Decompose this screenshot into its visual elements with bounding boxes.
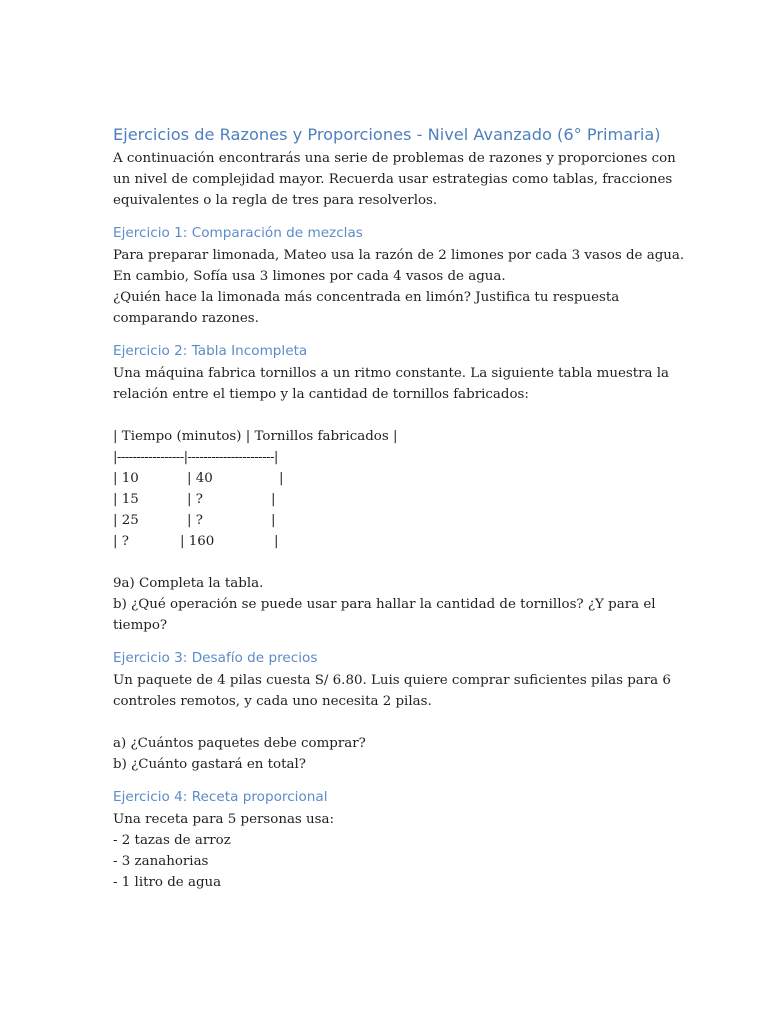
exercise-1	[113, 223, 685, 329]
table-cell-end: |	[279, 471, 284, 486]
exercise-4-heading: Ejercicio 4: Receta proporcional	[113, 789, 328, 805]
exercise-1-line: ¿Quién hace la limonada más concentrada en limón? Justifica tu respuesta	[113, 290, 620, 305]
exercise-2-question: b) ¿Qué operación se puede usar para hallar la cantidad de tornillos? ¿Y para el	[113, 597, 656, 612]
exercise-2-heading: Ejercicio 2: Tabla Incompleta	[113, 343, 308, 359]
intro-line-2: un nivel de complejidad mayor. Recuerda usar estrategias como tablas, fracciones	[113, 172, 673, 187]
table-cell-end: |	[271, 513, 276, 528]
table-row	[113, 510, 658, 531]
table-cell-screws: | 160	[180, 534, 215, 549]
exercise-2-line: relación entre el tiempo y la cantidad de tornillos fabricados:	[113, 387, 529, 402]
exercise-3-line: controles remotos, y cada uno necesita 2 pilas.	[113, 694, 432, 709]
exercise-3-question: a) ¿Cuántos paquetes debe comprar?	[113, 736, 366, 751]
exercise-2-question: 9a) Completa la tabla.	[113, 576, 264, 591]
exercise-4-line: - 1 litro de agua	[113, 875, 222, 890]
exercise-2	[113, 341, 670, 636]
table-row	[113, 489, 658, 510]
table-row	[113, 531, 658, 552]
exercise-1-line: En cambio, Sofía usa 3 limones por cada 4 vasos de agua.	[113, 269, 506, 284]
exercise-2-line: Una máquina fabrica tornillos a un ritmo constante. La siguiente tabla muestra la	[113, 366, 670, 381]
table-cell-screws: | 40	[187, 471, 213, 486]
exercise-4-line: - 3 zanahorias	[113, 854, 209, 869]
exercise-1-line: Para preparar limonada, Mateo usa la razón de 2 limones por cada 3 vasos de agua.	[113, 248, 685, 263]
exercise-3-question: b) ¿Cuánto gastará en total?	[113, 757, 306, 772]
exercise-4-line: Una receta para 5 personas usa:	[113, 812, 335, 827]
table-row	[113, 468, 658, 489]
table-separator-line: |-----------------|----------------------|	[113, 450, 278, 465]
exercise-1-line: comparando razones.	[113, 311, 259, 326]
exercise-2-question: tiempo?	[113, 618, 168, 633]
intro-line-1: A continuación encontrarás una serie de problemas de razones y proporciones con	[113, 151, 676, 166]
exercise-3	[113, 648, 671, 775]
table-cell-time: | 10	[113, 471, 139, 486]
exercise-1-heading: Ejercicio 1: Comparación de mezclas	[113, 225, 363, 241]
table-header-line: | Tiempo (minutos) | Tornillos fabricados |	[113, 429, 398, 444]
table-cell-screws: | ?	[187, 513, 203, 528]
intro-line-3: equivalentes o la regla de tres para resolverlos.	[113, 193, 438, 208]
table-cell-time: | ?	[113, 534, 129, 549]
table-cell-time: | 25	[113, 513, 139, 528]
exercise-4	[113, 787, 658, 893]
exercise-3-line: Un paquete de 4 pilas cuesta S/ 6.80. Luis quiere comprar suficientes pilas para 6	[113, 673, 671, 688]
table-cell-screws: | ?	[187, 492, 203, 507]
table-cell-time: | 15	[113, 492, 139, 507]
exercise-4-line: - 2 tazas de arroz	[113, 833, 231, 848]
document-title: Ejercicios de Razones y Proporciones - Nivel Avanzado (6° Primaria)	[113, 125, 661, 144]
exercise-3-heading: Ejercicio 3: Desafío de precios	[113, 650, 318, 666]
document-page	[113, 124, 685, 893]
table-cell-end: |	[271, 492, 276, 507]
table-cell-end: |	[274, 534, 279, 549]
